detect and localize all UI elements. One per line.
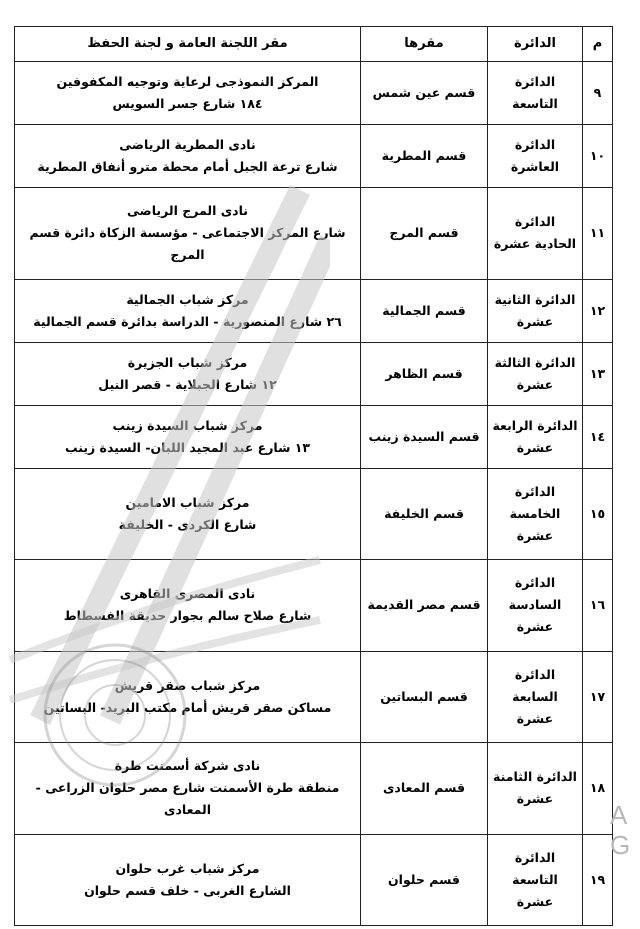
table-row — [15, 468, 613, 559]
venue-address: شارع الكردى - الخليفة — [118, 517, 257, 533]
venue-address: شارع صلاح سالم بجوار حديقة الفسطاط — [63, 608, 312, 624]
header-num: م — [583, 27, 613, 62]
venue-address: ١٨٤ شارع جسر السويس — [112, 96, 263, 112]
row-committee-location — [15, 405, 361, 468]
row-headquarters: قسم المعادى — [361, 743, 488, 834]
row-district: الدائرة الحادية عشرة — [488, 188, 583, 279]
row-headquarters: قسم عين شمس — [361, 62, 488, 125]
table-row — [15, 651, 613, 742]
row-committee-location — [15, 188, 361, 279]
venue-name: مركز شباب السيدة زينب — [112, 417, 263, 433]
table-row — [15, 279, 613, 342]
row-committee-location — [15, 62, 361, 125]
table-row — [15, 560, 613, 651]
row-committee-location — [15, 560, 361, 651]
venue-address: شارع ترعة الجبل أمام محطة مترو أنفاق المطرية — [37, 159, 338, 175]
header-hq: مقرها — [361, 27, 488, 62]
venue-name: نادى المصرى القاهرى — [119, 586, 256, 602]
row-committee-location — [15, 125, 361, 188]
row-number: ١٣ — [583, 342, 613, 405]
header-district: الدائرة — [488, 27, 583, 62]
row-number: ١٠ — [583, 125, 613, 188]
table-row — [15, 62, 613, 125]
row-headquarters: قسم الظاهر — [361, 342, 488, 405]
venue-address: شارع المركز الاجتماعى - مؤسسة الزكاة دائرة قسم المرج — [29, 225, 346, 263]
row-headquarters: قسم البساتين — [361, 651, 488, 742]
venue-name: مركز شباب الجمالية — [126, 291, 249, 307]
venue-name: مركز شباب الجزيرة — [127, 354, 248, 370]
venue-name: نادى المطرية الرياضى — [119, 137, 256, 153]
row-committee-location — [15, 468, 361, 559]
row-number: ١٩ — [583, 834, 613, 926]
table-row — [15, 743, 613, 834]
row-district: الدائرة الخامسة عشرة — [488, 468, 583, 559]
venue-name: المركز النموذجى لرعاية وتوجيه المكفوفين — [56, 74, 319, 90]
table-header-row — [15, 27, 613, 62]
table-row — [15, 834, 613, 926]
row-headquarters: قسم الخليفة — [361, 468, 488, 559]
row-number: ١٦ — [583, 560, 613, 651]
row-number: ١٢ — [583, 279, 613, 342]
row-district: الدائرة التاسعة عشرة — [488, 834, 583, 926]
row-headquarters: قسم المطرية — [361, 125, 488, 188]
venue-name: نادى شركة أسمنت طرة — [114, 758, 261, 774]
row-district: الدائرة العاشرة — [488, 125, 583, 188]
venue-address: ١٣ شارع عبد المجيد اللبان- السيدة زينب — [64, 439, 310, 455]
venue-address: ١٢ شارع الجبلاية - قصر النيل — [98, 376, 277, 392]
venue-name: مركز شباب صقر قريش — [114, 677, 261, 693]
row-district: الدائرة الثامنة عشرة — [488, 743, 583, 834]
table-row — [15, 188, 613, 279]
corner-letter-g: G — [610, 830, 631, 860]
row-number: ١٤ — [583, 405, 613, 468]
row-district: الدائرة الثانية عشرة — [488, 279, 583, 342]
row-committee-location — [15, 834, 361, 926]
row-district: الدائرة السادسة عشرة — [488, 560, 583, 651]
venue-address: ٢٦ شارع المنصورية - الدراسة بدائرة قسم الجمالية — [33, 313, 342, 329]
row-committee-location — [15, 651, 361, 742]
row-district: الدائرة التاسعة — [488, 62, 583, 125]
corner-watermark-text — [610, 800, 640, 860]
row-committee-location — [15, 342, 361, 405]
venue-name: مركز شباب الامامين — [125, 495, 250, 511]
row-district: الدائرة الرابعة عشرة — [488, 405, 583, 468]
venue-address: مساكن صقر قريش أمام مكتب البريد- البساتين — [43, 699, 332, 715]
row-district: الدائرة الثالثة عشرة — [488, 342, 583, 405]
districts-table — [14, 26, 613, 926]
table-row — [15, 405, 613, 468]
row-headquarters: قسم الجمالية — [361, 279, 488, 342]
table-row — [15, 125, 613, 188]
row-committee-location — [15, 743, 361, 834]
venue-name: مركز شباب غرب حلوان — [115, 860, 260, 876]
row-headquarters: قسم حلوان — [361, 834, 488, 926]
table-row — [15, 342, 613, 405]
row-headquarters: قسم مصر القديمة — [361, 560, 488, 651]
row-number: ١١ — [583, 188, 613, 279]
row-number: ١٧ — [583, 651, 613, 742]
row-committee-location — [15, 279, 361, 342]
venue-address: منطقة طرة الأسمنت شارع مصر حلوان الزراعى - المعادى — [35, 780, 340, 818]
row-headquarters: قسم السيدة زينب — [361, 405, 488, 468]
row-headquarters: قسم المرج — [361, 188, 488, 279]
row-number: ١٥ — [583, 468, 613, 559]
venue-name: نادى المرج الرياضى — [127, 203, 248, 219]
row-district: الدائرة السابعة عشرة — [488, 651, 583, 742]
venue-address: الشارع الغربى - خلف قسم حلوان — [84, 882, 291, 898]
corner-letter-a: A — [610, 800, 628, 830]
row-number: ١٨ — [583, 743, 613, 834]
row-number: ٩ — [583, 62, 613, 125]
header-committee: مقر اللجنة العامة و لجنة الحفظ — [15, 27, 361, 62]
